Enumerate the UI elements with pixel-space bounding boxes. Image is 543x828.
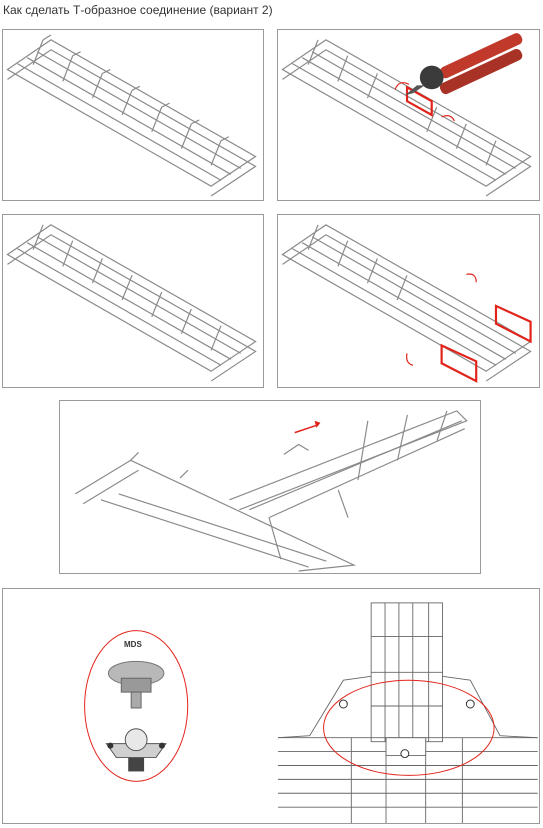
tray-image [3, 30, 263, 200]
tray-image-2 [3, 215, 263, 387]
step-1-panel [2, 29, 264, 201]
t-joint-image [60, 401, 480, 573]
step-2-panel [277, 29, 540, 201]
connector-icon [106, 661, 165, 771]
step-5-panel [59, 400, 481, 574]
step-4-panel [277, 214, 540, 388]
tray-bent-image [278, 215, 539, 387]
step-6-panel [2, 588, 540, 824]
page-title: Как сделать Т-образное соединение (вариант 2) [3, 3, 273, 17]
tray-cut-image [278, 30, 539, 200]
bolt-cutter-icon [405, 32, 524, 96]
detail-label: MDS [124, 640, 142, 649]
schematic-image [3, 589, 539, 823]
step-3-panel [2, 214, 264, 388]
